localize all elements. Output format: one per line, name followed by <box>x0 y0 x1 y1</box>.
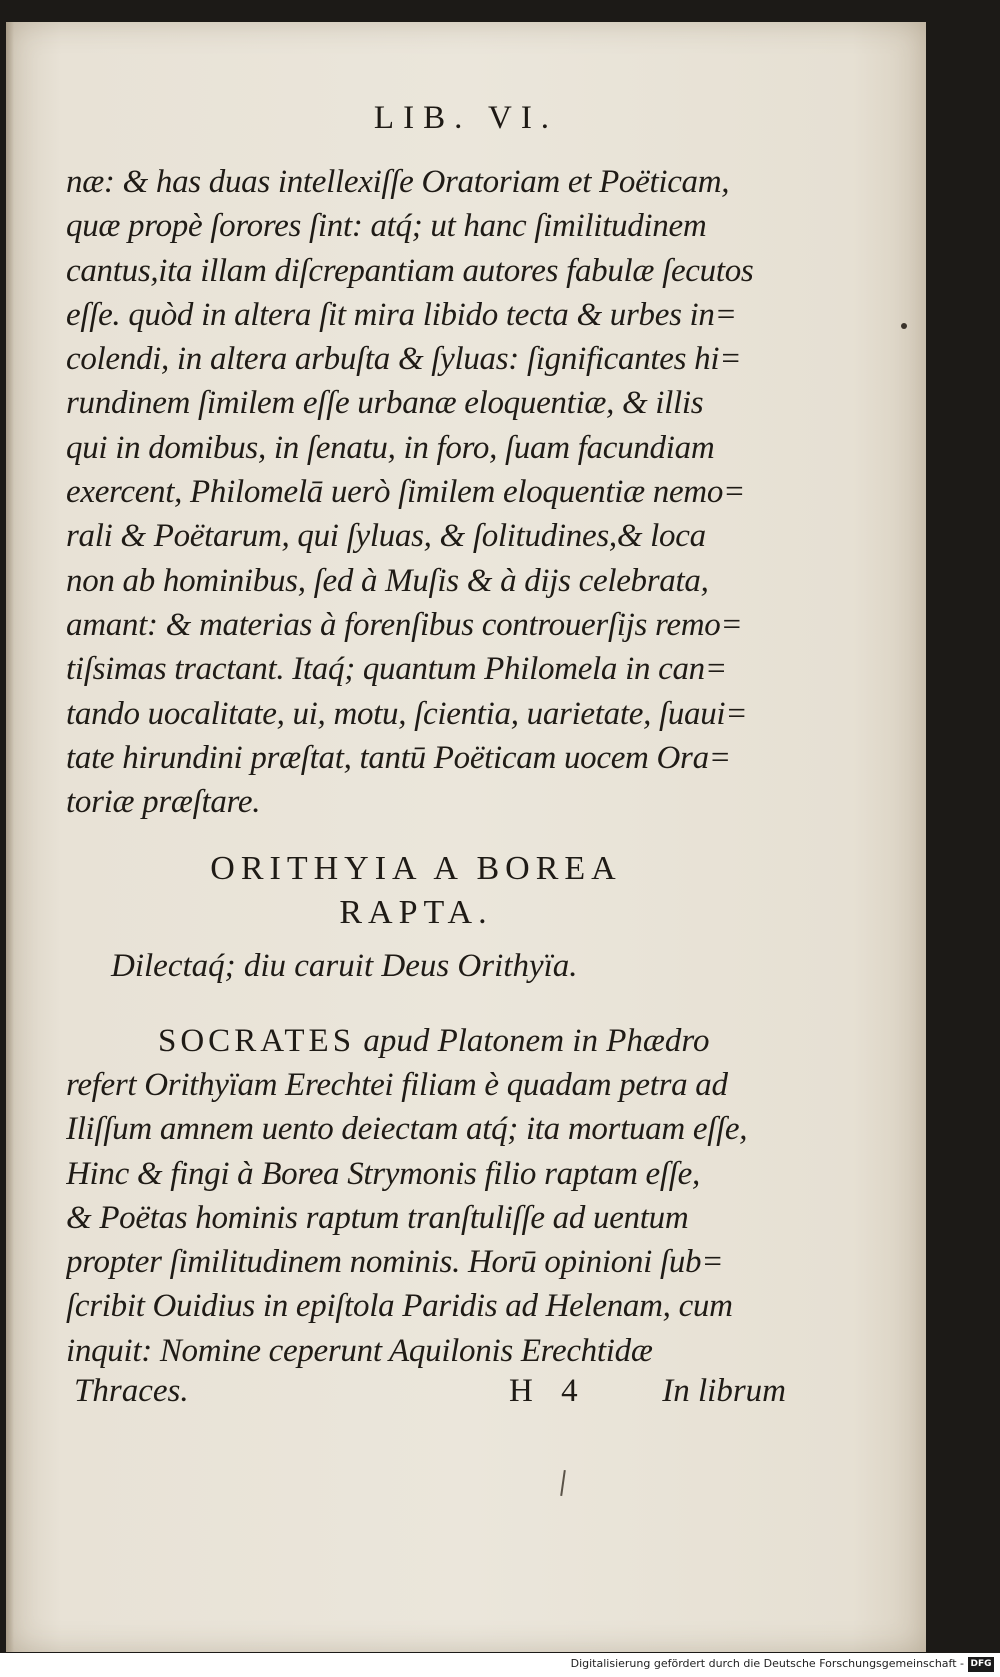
text-line: refert Orithyïam Erechtei filiam è quadam petra ad <box>66 1067 728 1103</box>
funding-note: Digitalisierung gefördert durch die Deutsche Forschungsgemeinschaft - <box>570 1657 964 1670</box>
opening-capitals: SOCRATES <box>158 1023 356 1059</box>
catchword-right: In librum <box>662 1373 786 1409</box>
section-heading: ORITHYIA A BOREA <box>210 850 622 887</box>
text-line: Iliſſum amnem uento deiectam atq́; ita mortuam eſſe, <box>66 1111 748 1148</box>
text-line: exercent, Philomelā uerò ſimilem eloquentiæ nemo= <box>66 474 745 511</box>
dfg-logo: DFG <box>968 1657 994 1672</box>
text-line: tando uocalitate, ui, motu, ſcientia, uarietate, ſuaui= <box>66 695 748 732</box>
text-line: quæ propè ſorores ſint: atq́; ut hanc ſimilitudinem <box>66 208 707 245</box>
text-line: colendi, in altera arbuſta & ſyluas: ſignificantes hi= <box>66 341 742 378</box>
text-line: qui in domibus, in ſenatu, in foro, ſuam facundiam <box>66 429 715 466</box>
text-line: tiſsimas tractant. Itaq́; quantum Philomela in can= <box>66 651 727 688</box>
text-line: cantus,ita illam diſcrepantiam autores fabulæ ſecutos <box>66 252 754 289</box>
body-text-block-2 <box>66 1019 791 1373</box>
catchword-left: Thraces. <box>74 1373 189 1409</box>
text-line: ſcribit Ouidius in epiſtola Paridis ad Helenam, cum <box>66 1288 733 1325</box>
text-line: Hinc & fingi à Borea Strymonis filio raptam eſſe, <box>66 1155 700 1192</box>
page-gutter-shadow <box>6 22 14 1652</box>
section-heading-continued: RAPTA. <box>339 894 493 931</box>
text-line: non ab hominibus, ſed à Muſis & à dijs celebrata, <box>66 562 709 599</box>
text-line: rundinem ſimilem eſſe urbanæ eloquentiæ, & illis <box>66 385 704 422</box>
text-line: & Poëtas hominis raptum tranſtuliſſe ad uentum <box>66 1199 689 1236</box>
text-line: amant: & materias à forenſibus controuerſijs remo= <box>66 606 743 643</box>
signature-mark: H 4 <box>509 1373 588 1409</box>
stray-ink-mark <box>560 1470 566 1496</box>
text-line: næ: & has duas intellexiſſe Oratoriam et Poëticam, <box>66 164 730 200</box>
section-motto: Dilectaq́; diu caruit Deus Orithyïa. <box>111 948 578 984</box>
page-footer <box>74 1373 786 1417</box>
running-header: LIB. VI. <box>373 100 559 136</box>
paragraph-first-line <box>66 1019 791 1063</box>
first-line-rest: apud Platonem in Phædro <box>355 1023 710 1059</box>
text-line: tate hirundini præſtat, tantū Poëticam uocem Ora= <box>66 739 731 776</box>
funding-bar <box>0 1653 1000 1677</box>
text-line: toriæ præſtare. <box>66 784 261 821</box>
text-line: rali & Poëtarum, qui ſyluas, & ſolitudines,& loca <box>66 518 706 555</box>
book-page <box>6 22 926 1652</box>
text-line: eſſe. quòd in altera ſit mira libido tecta & urbes in= <box>66 296 737 333</box>
body-text-block <box>66 160 791 824</box>
ink-speck <box>901 323 907 329</box>
text-line: propter ſimilitudinem nominis. Horū opinioni ſub= <box>66 1244 724 1281</box>
text-line: inquit: Nomine ceperunt Aquilonis Erechtidæ <box>66 1332 653 1369</box>
